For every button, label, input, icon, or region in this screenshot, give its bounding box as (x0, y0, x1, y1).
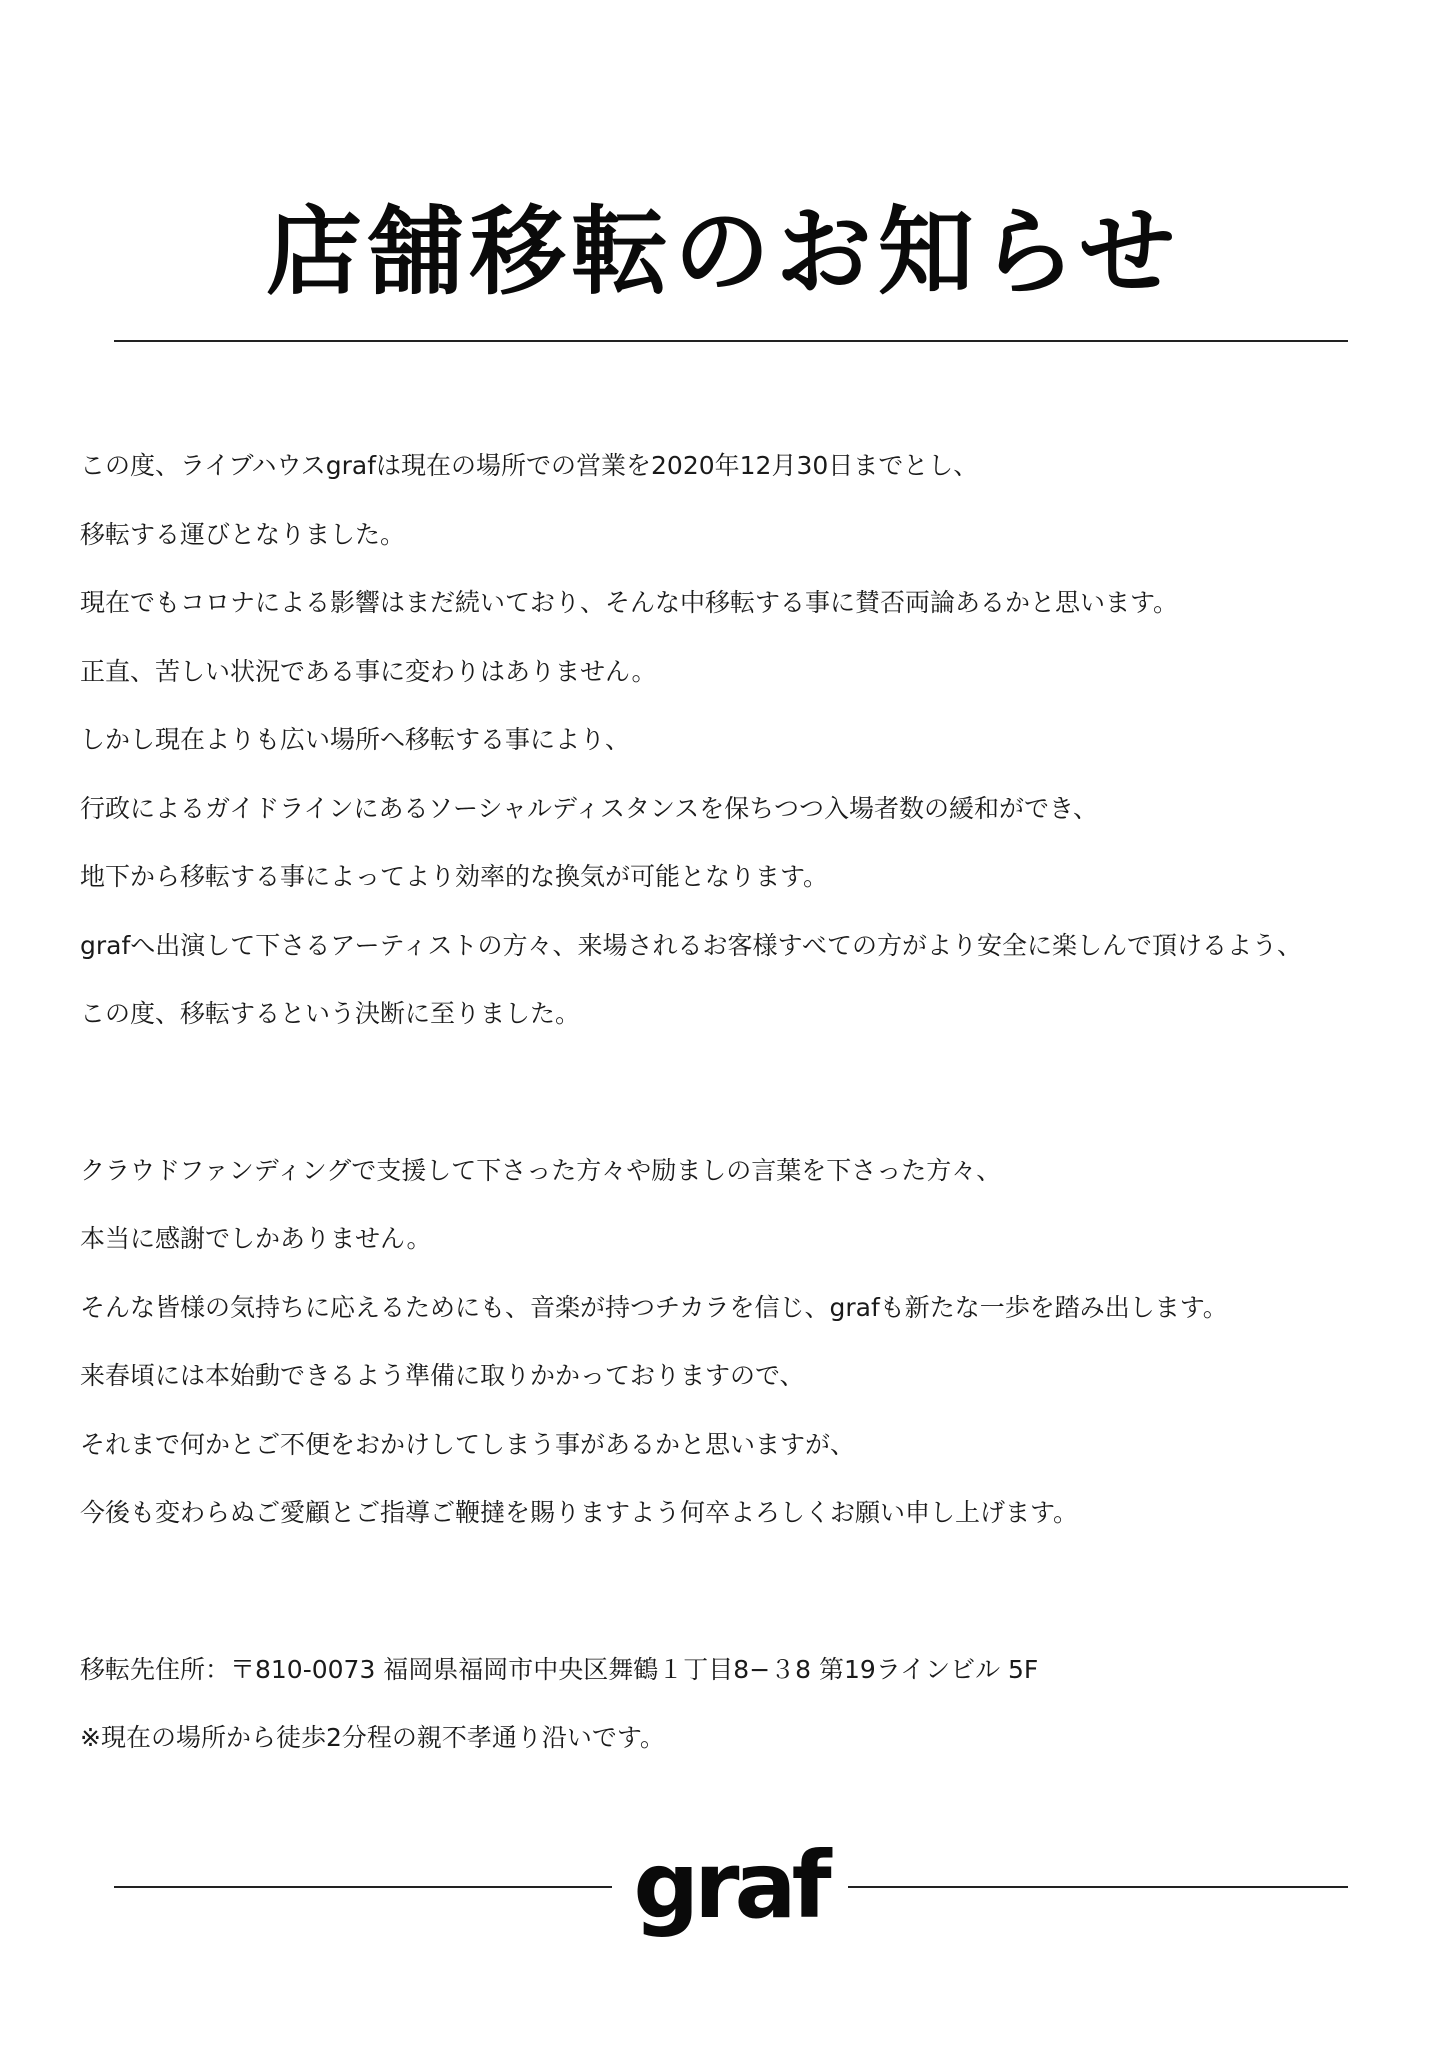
text-line: 移転する運びとなりました。 (80, 519, 406, 549)
text-line: この度、ライブハウスgrafは現在の場所での営業を2020年12月30日までとし、 (80, 451, 979, 480)
text-line: しかし現在よりも広い場所へ移転する事により、 (80, 725, 631, 754)
notice-body (80, 446, 1400, 1787)
text-line: grafへ出演して下さるアーティストの方々、来場されるお客様すべての方がより安全に楽しんで頂けるよう、 (80, 930, 1303, 960)
paragraph-relocation (80, 446, 1400, 1063)
text-line: クラウドファンディングで支援して下さった方々や励ましの言葉を下さった方々、 (80, 1155, 1002, 1185)
paragraph-spacer (80, 1063, 1400, 1151)
title-divider (114, 340, 1348, 342)
text-line: そんな皆様の気持ちに応えるためにも、音楽が持つチカラを信じ、grafも新たな一歩を踏み出します。 (80, 1292, 1228, 1322)
text-line: 現在でもコロナによる影響はまだ続いており、そんな中移転する事に賛否両論あるかと思います。 (80, 588, 1179, 617)
text-line: この度、移転するという決断に至りました。 (80, 999, 581, 1028)
text-line: 来春頃には本始動できるよう準備に取りかかっておりますので、 (80, 1361, 805, 1390)
graf-logo: graf (633, 1832, 827, 1939)
text-line: 地下から移転する事によってより効率的な換気が可能となります。 (80, 862, 829, 891)
text-line: 行政によるガイドラインにあるソーシャルディスタンスを保ちつつ入場者数の緩和ができ、 (80, 793, 1099, 823)
address-line: 移転先住所：〒810-0073 福岡県福岡市中央区舞鶴１丁目8−３8 第19ラインビル 5F (80, 1654, 1039, 1684)
paragraph-address (80, 1650, 1400, 1787)
footer-divider-left (114, 1886, 612, 1888)
text-line: 正直、苦しい状況である事に変わりはありません。 (80, 656, 657, 686)
footer-divider-right (848, 1886, 1348, 1888)
page-title: 店舗移転のお知らせ (265, 196, 1182, 309)
paragraph-spacer (80, 1562, 1400, 1650)
text-line: それまで何かとご不便をおかけしてしまう事があるかと思いますが、 (80, 1429, 856, 1459)
address-note: ※現在の場所から徒歩2分程の親不孝通り沿いです。 (80, 1723, 665, 1752)
text-line: 本当に感謝でしかありません。 (80, 1224, 432, 1253)
text-line: 今後も変わらぬご愛顧とご指導ご鞭撻を賜りますよう何卒よろしくお願い申し上げます。 (80, 1498, 1079, 1527)
paragraph-thanks (80, 1151, 1400, 1562)
